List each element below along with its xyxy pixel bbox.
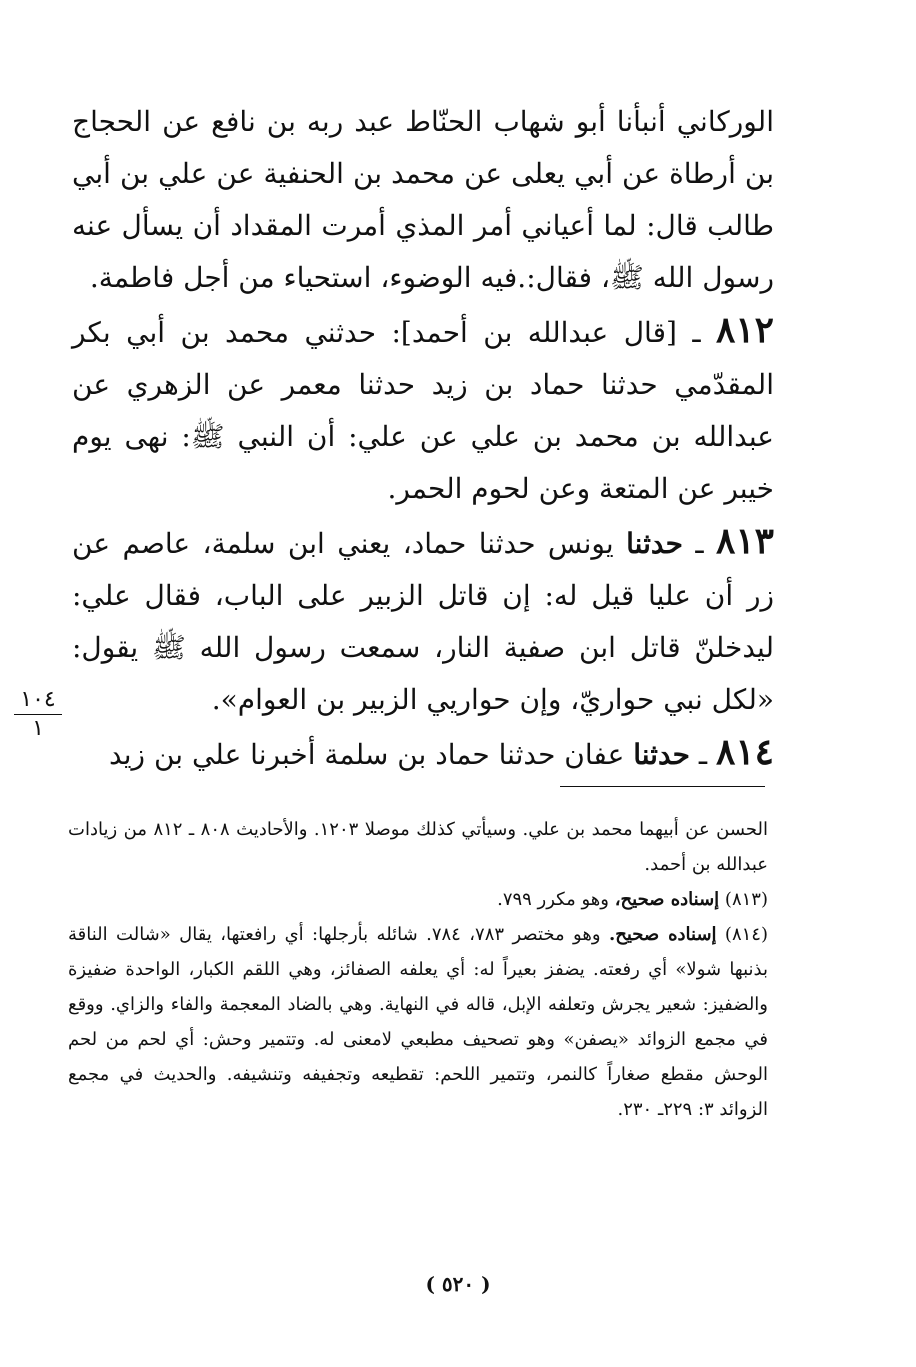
paragraph-continuation: الوركاني أنبأنا أبو شهاب الحنّاط عبد ربه بن نافع عن الحجاج بن أرطاة عن أبي يعلى عن محمد بن الحنفية عن علي بن أبي طالب قال: لما أعياني أمر المذي أمرت المقداد أن يسأل عنه رسول الله ﷺ، فقال:.فيه الوضوء، استحياء من أجل فاطمة. (72, 105, 774, 294)
footnotes (68, 812, 768, 1127)
footnote-814 (68, 917, 768, 1127)
margin-volume-reference (14, 688, 62, 741)
footnote-814-text: وهو مختصر ٧٨٣، ٧٨٤. شائله بأرجلها: أي رافعتها، يقال «شالت الناقة بذنبها شولا» أي رفعته. يضفز بعيراً له: أي يعلفه الصفائز، وهي اللقم الكبار، الواحدة ضفيزة والضفيز: شعير يجرش وتعلفه الإبل، قاله في النهاية. وهي بالضاد المعجمة والفاء والزاي. ووقع في مجمع الزوائد «يصفن» وهو تصحيف مطبعي لامعنى له. وتتمير وحش: أي لحم من لحم الوحش مقطع صغاراً كالنمر، وتتمير اللحم: تقطيعه وتجفيفه وتنشيفه. والحديث في مجمع الزوائد ٣: ٢٢٩ـ ٢٣٠. (68, 924, 768, 1120)
page-number: ( ٥٢٠ ) (425, 1272, 491, 1296)
hadith-813-lead: حدثنا (626, 527, 683, 560)
footnote-813-verdict: إسناده صحيح، (614, 889, 720, 910)
footnote-813 (68, 882, 768, 917)
footnote-continuation: الحسن عن أبيهما محمد بن علي. وسيأتي كذلك موصلا ١٢٠٣. والأحاديث ٨٠٨ ـ ٨١٢ من زيادات عبدالله بن أحمد. (68, 819, 769, 875)
footnote-814-verdict: إسناده صحيح. (608, 924, 717, 945)
main-text (72, 96, 774, 781)
hadith-number-812: ٨١٢ (715, 309, 774, 351)
hadith-813: ٨١٣ ـ حدثنا يونس حدثنا حماد، يعني ابن سلمة، عاصم عن زر أن عليا قيل له: إن قاتل الزبير على الباب، فقال علي: ليدخلنّ قاتل ابن صفية النار، سمعت رسول الله ﷺ يقول: «لكل نبي حواريّ، وإن حواريي الزبير بن العوام». (72, 520, 775, 716)
margin-ref-page: ١٠٤ (14, 688, 62, 715)
hadith-814: ٨١٤ ـ حدثنا عفان حدثنا حماد بن سلمة أخبرنا علي بن زيد (109, 731, 774, 773)
hadith-812: ٨١٢ ـ [قال عبدالله بن أحمد]: حدثني محمد بن أبي بكر المقدّمي حدثنا حماد بن زيد حدثنا معمر عن الزهري عن عبدالله بن محمد بن علي عن علي: أن النبي ﷺ: نهى يوم خيبر عن المتعة وعن لحوم الحمر. (72, 309, 774, 505)
footnote-814-ref: (٨١٤) (724, 924, 768, 945)
hadith-814-text: عفان حدثنا حماد بن سلمة أخبرنا علي بن زيد (109, 738, 625, 771)
hadith-814-lead: حدثنا (633, 738, 690, 771)
footnote-813-ref: (٨١٣) (724, 889, 768, 910)
margin-ref-part: ١ (32, 716, 44, 741)
footnote-separator (560, 786, 765, 787)
hadith-812-text: [قال عبدالله بن أحمد]: حدثني محمد بن أبي بكر المقدّمي حدثنا حماد بن زيد حدثنا معمر عن الزهري عن عبدالله بن محمد بن علي عن علي: أن النبي ﷺ: نهى يوم خيبر عن المتعة وعن لحوم الحمر. (72, 316, 774, 505)
hadith-number-813: ٨١٣ (715, 520, 774, 562)
hadith-number-814: ٨١٤ (715, 731, 774, 773)
footnote-813-text: وهو مكرر ٧٩٩. (497, 889, 609, 910)
hadith-813-text: يونس حدثنا حماد، يعني ابن سلمة، عاصم عن زر أن عليا قيل له: إن قاتل الزبير على الباب، فقال علي: ليدخلنّ قاتل ابن صفية النار، سمعت رسول الله ﷺ يقول: «لكل نبي حواريّ، وإن حواريي الزبير بن العوام». (72, 527, 775, 716)
